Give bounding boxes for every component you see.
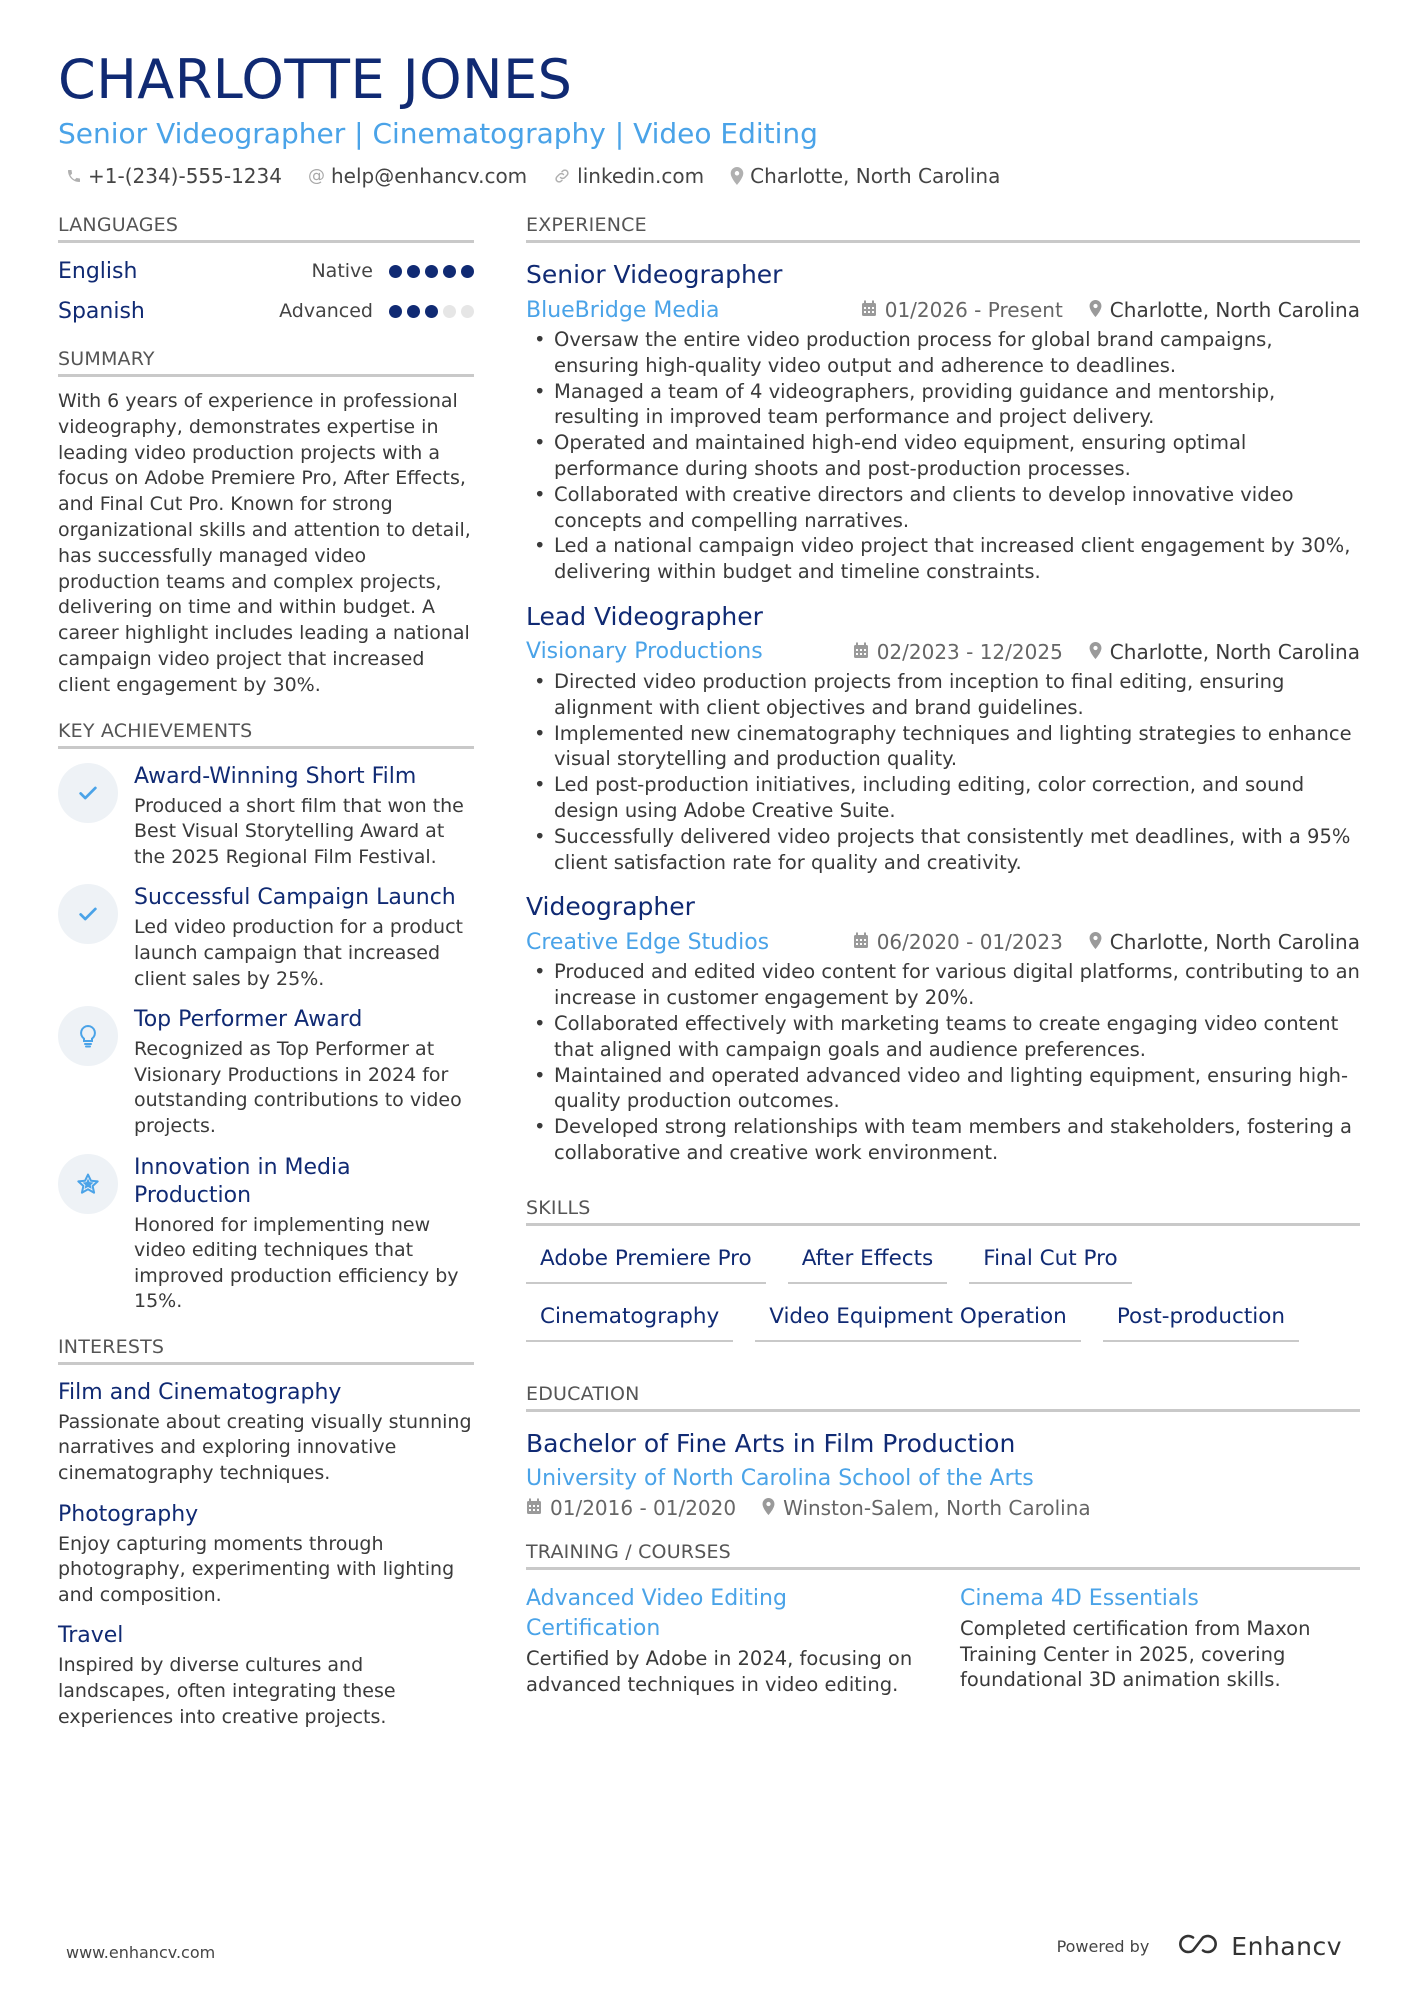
rating-dot-filled — [407, 265, 420, 278]
contact-location — [730, 164, 1000, 188]
interest-item — [58, 1501, 474, 1609]
languages-heading: LANGUAGES — [58, 213, 474, 243]
job-entry — [526, 891, 1360, 1165]
right-column — [526, 213, 1360, 1697]
list-item: • Maintained and operated advanced video and lighting equipment, ensuring high-quality production outcomes. — [526, 1063, 1360, 1115]
interest-item — [58, 1379, 474, 1487]
skill-tag: Adobe Premiere Pro — [526, 1244, 766, 1284]
calendar-icon — [861, 298, 877, 322]
candidate-name: CHARLOTTE JONES — [58, 48, 573, 111]
language-name: English — [58, 258, 138, 284]
star-icon — [58, 1154, 118, 1214]
contact-linkedin[interactable] — [553, 164, 704, 188]
brand-logo[interactable] — [1175, 1932, 1342, 1961]
skills-list — [526, 1244, 1360, 1342]
course-title: Cinema 4D Essentials — [960, 1585, 1199, 1611]
achievements-heading: KEY ACHIEVEMENTS — [58, 719, 474, 749]
achievement-title: Innovation in Media Production — [134, 1154, 351, 1208]
list-item: • Collaborated effectively with marketing teams to create engaging video content that aligned with campaign goals and audience preferences. — [526, 1011, 1360, 1063]
brand-name: Enhancv — [1231, 1932, 1342, 1961]
job-dates: 01/2026 - Present — [884, 298, 1063, 322]
degree-title: Bachelor of Fine Arts in Film Production — [526, 1428, 1016, 1458]
interest-desc: Enjoy capturing moments through photography, experimenting with lighting and composition. — [58, 1532, 455, 1606]
job-entry — [526, 259, 1360, 585]
achievement-desc: Recognized as Top Performer at Visionary Productions in 2024 for outstanding contributions to video projects. — [134, 1038, 462, 1137]
achievement-item — [58, 1154, 474, 1315]
course-title: Advanced Video Editing Certification — [526, 1585, 787, 1641]
interests-heading: INTERESTS — [58, 1335, 474, 1365]
job-bullets — [526, 327, 1360, 585]
achievement-title: Top Performer Award — [134, 1007, 363, 1033]
skill-tag: Video Equipment Operation — [755, 1302, 1081, 1342]
location-pin-icon — [1089, 640, 1102, 664]
job-title: Lead Videographer — [526, 601, 763, 631]
summary-heading: SUMMARY — [58, 347, 474, 377]
education-dates: 01/2016 - 01/2020 — [550, 1495, 737, 1520]
company-name: BlueBridge Media — [526, 297, 720, 323]
skill-tag: Final Cut Pro — [969, 1244, 1131, 1284]
company-name: Visionary Productions — [526, 639, 763, 665]
phone-icon — [66, 168, 82, 184]
contact-phone[interactable] — [66, 164, 282, 188]
interest-title: Photography — [58, 1501, 199, 1527]
job-dates: 06/2020 - 01/2023 — [876, 930, 1063, 955]
list-item: • Implemented new cinematography techniques and lighting strategies to enhance visual storytelling and production quality. — [526, 721, 1360, 773]
achievement-item — [58, 763, 474, 871]
contact-email[interactable] — [308, 164, 527, 188]
rating-dot-filled — [425, 265, 438, 278]
resume-header — [58, 48, 1358, 188]
education-entry — [526, 1428, 1360, 1520]
language-name: Spanish — [58, 298, 145, 324]
list-item: • Collaborated with creative directors and clients to develop innovative video concepts and compelling narratives. — [526, 482, 1360, 534]
training-heading: TRAINING / COURSES — [526, 1540, 1360, 1570]
language-rating — [389, 305, 474, 318]
list-item: • Led a national campaign video project that increased client engagement by 30%, delivering within budget and timeline constraints. — [526, 533, 1360, 585]
email-text: help@enhancv.com — [330, 164, 528, 188]
list-item: • Developed strong relationships with team members and stakeholders, fostering a collaborative and creative work environment. — [526, 1114, 1360, 1166]
linkedin-text: linkedin.com — [577, 164, 705, 188]
calendar-icon — [853, 640, 869, 664]
footer-website[interactable]: www.enhancv.com — [66, 1943, 216, 1962]
phone-text: +1-(234)-555-1234 — [88, 164, 282, 188]
education-location: Winston-Salem, North Carolina — [783, 1495, 1091, 1520]
list-item: • Oversaw the entire video production process for global brand campaigns, ensuring high-quality video output and adherence to deadlines. — [526, 327, 1360, 379]
skill-tag: After Effects — [788, 1244, 948, 1284]
interest-title: Travel — [58, 1623, 124, 1649]
rating-dot-filled — [461, 265, 474, 278]
location-pin-icon — [1089, 930, 1102, 954]
course-item — [526, 1584, 926, 1698]
interest-desc: Inspired by diverse cultures and landscapes, often integrating these experiences into creative projects. — [58, 1654, 396, 1728]
rating-dot-filled — [389, 265, 402, 278]
language-rating — [389, 265, 474, 278]
achievement-title: Award-Winning Short Film — [134, 763, 417, 789]
check-icon — [58, 884, 118, 944]
job-location: Charlotte, North Carolina — [1109, 639, 1360, 664]
location-pin-icon — [730, 167, 744, 185]
rating-dot-filled — [425, 305, 438, 318]
at-icon: @ — [307, 166, 325, 186]
interest-item — [58, 1622, 474, 1730]
job-title: Senior Videographer — [526, 260, 783, 289]
job-bullets — [526, 669, 1360, 875]
rating-dot-empty — [443, 305, 456, 318]
achievement-desc: Led video production for a product launch campaign that increased client sales by 25%. — [134, 916, 463, 990]
job-bullets — [526, 959, 1360, 1165]
rating-dot-filled — [389, 305, 402, 318]
list-item: • Led post-production initiatives, including editing, color correction, and sound design using Adobe Creative Suite. — [526, 772, 1360, 824]
interest-title: Film and Cinematography — [58, 1379, 342, 1405]
interest-desc: Passionate about creating visually stunning narratives and exploring innovative cinematography techniques. — [58, 1410, 472, 1485]
skill-tag: Post-production — [1103, 1302, 1299, 1342]
summary-text: With 6 years of experience in professional videography, demonstrates expertise in leading video production projects with a focus on Adobe Premiere Pro, After Effects, and Final Cut Pro. Known for strong organizational skills and attention to detail, has successfully managed video production teams and complex projects, delivering on time and within budget. A career highlight includes leading a national campaign video project that increased client engagement by 30%. — [58, 390, 471, 696]
job-entry — [526, 601, 1360, 875]
course-item — [960, 1584, 1360, 1698]
skill-tag: Cinematography — [526, 1302, 733, 1342]
rating-dot-empty — [461, 305, 474, 318]
link-icon — [553, 167, 571, 185]
lightbulb-icon — [58, 1006, 118, 1066]
contact-bar — [58, 164, 1358, 188]
job-location: Charlotte, North Carolina — [1109, 930, 1360, 955]
achievement-item — [58, 884, 474, 992]
rating-dot-filled — [443, 265, 456, 278]
footer-branding — [1057, 1932, 1342, 1961]
language-level: Advanced — [279, 300, 373, 322]
check-icon — [58, 763, 118, 823]
calendar-icon — [853, 930, 869, 954]
achievement-title: Successful Campaign Launch — [134, 885, 456, 911]
list-item: • Successfully delivered video projects that consistently met deadlines, with a 95% client satisfaction rate for quality and creativity. — [526, 824, 1360, 876]
left-column — [58, 213, 474, 1730]
skills-heading: SKILLS — [526, 1196, 1360, 1226]
job-title: Videographer — [526, 892, 695, 922]
education-heading: EDUCATION — [526, 1382, 1360, 1412]
location-text: Charlotte, North Carolina — [750, 164, 1001, 188]
language-row — [58, 255, 474, 287]
location-pin-icon — [1089, 298, 1102, 322]
rating-dot-filled — [407, 305, 420, 318]
achievement-item — [58, 1006, 474, 1139]
list-item: • Directed video production projects from inception to final editing, ensuring alignment with client objectives and brand guidelines. — [526, 669, 1360, 721]
list-item: • Managed a team of 4 videographers, providing guidance and mentorship, resulting in improved team performance and project delivery. — [526, 379, 1360, 431]
list-item: • Produced and edited video content for various digital platforms, contributing to an increase in customer engagement by 20%. — [526, 959, 1360, 1011]
achievement-desc: Honored for implementing new video editing techniques that improved production efficiency by 15%. — [134, 1213, 459, 1313]
language-level: Native — [311, 260, 373, 282]
powered-by-label: Powered by — [1056, 1937, 1150, 1956]
achievement-desc: Produced a short film that won the Best Visual Storytelling Award at the 2025 Regional Film Festival. — [134, 794, 464, 868]
job-dates: 02/2023 - 12/2025 — [876, 639, 1063, 664]
company-name: Creative Edge Studios — [526, 929, 770, 955]
course-desc: Completed certification from Maxon Training Center in 2025, covering foundational 3D animation skills. — [960, 1616, 1311, 1692]
school-name: University of North Carolina School of the Arts — [526, 1465, 1034, 1491]
location-pin-icon — [762, 1496, 775, 1520]
enhancv-logo-icon — [1175, 1932, 1221, 1961]
language-row — [58, 295, 474, 327]
experience-heading: EXPERIENCE — [526, 213, 1360, 243]
calendar-icon — [526, 1496, 542, 1520]
job-location: Charlotte, North Carolina — [1109, 298, 1360, 322]
course-desc: Certified by Adobe in 2024, focusing on advanced techniques in video editing. — [526, 1646, 913, 1696]
candidate-headline: Senior Videographer | Cinematography | Video Editing — [58, 117, 818, 150]
training-list — [526, 1584, 1360, 1698]
list-item: • Operated and maintained high-end video equipment, ensuring optimal performance during shoots and post-production processes. — [526, 430, 1360, 482]
